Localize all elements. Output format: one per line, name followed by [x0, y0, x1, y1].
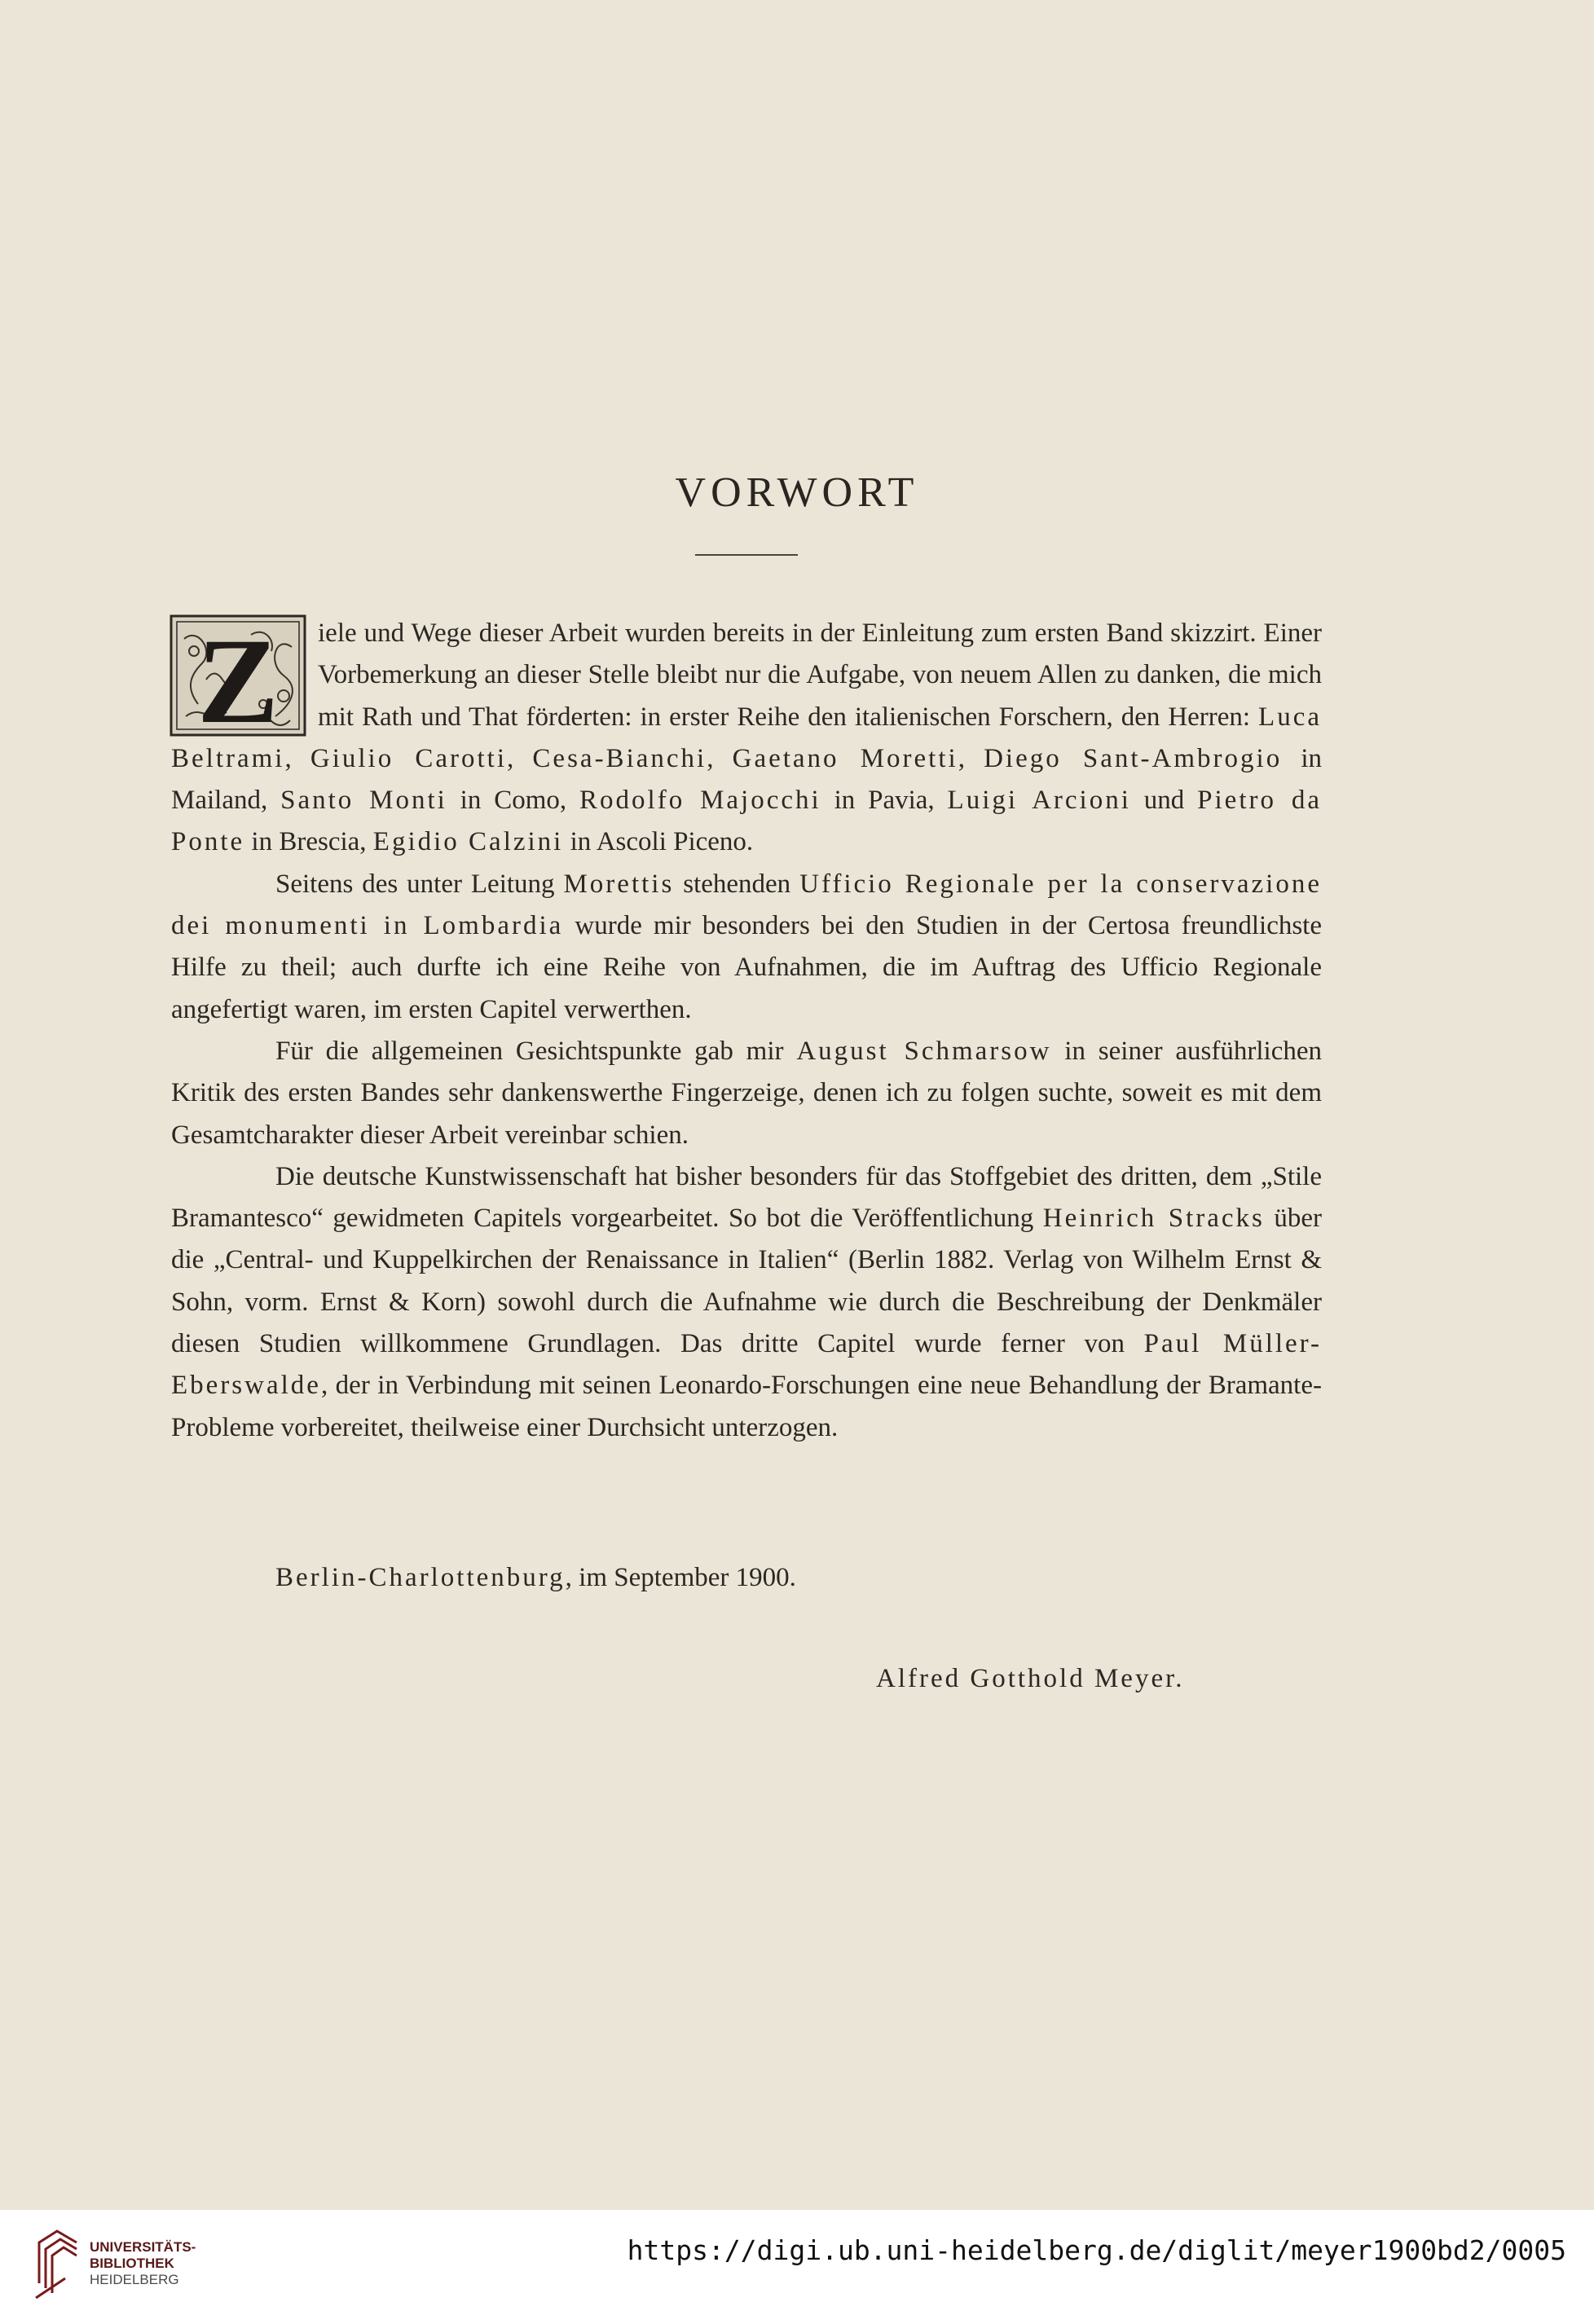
- text-run: iele und Wege dieser Arbeit wurden bereits in der Einleitung zum ersten Band skizzirt. Einer Vorbemerkung an dieser Stelle bleibt nur die Aufgabe, von neuem Allen zu danken, die mich mit Rath und That förderten: in erster Reihe den italienischen Forschern, den Herren:: [318, 618, 1322, 732]
- preface-body: [171, 613, 1322, 1449]
- text-run: in Ascoli Piceno.: [563, 827, 754, 857]
- text-run: Die deutsche Kunstwissenschaft hat bisher besonders für das Stoffgebiet des dritten, dem „Stile Bramantesco“ gewidmeten Capitels vorgearbeitet. So bot die Veröffentlichung: [171, 1161, 1322, 1234]
- spaced-name: Gaetano Moretti: [732, 743, 958, 773]
- library-name-line1: UNIVERSITÄTS-: [90, 2239, 196, 2255]
- text-run: und: [1130, 786, 1198, 816]
- spaced-name: Paul Müller-Eberswalde: [171, 1329, 1322, 1401]
- spaced-name: Diego Sant-Ambrogio: [984, 743, 1283, 773]
- spaced-name: Heinrich Stracks: [1042, 1204, 1265, 1234]
- paragraph: [171, 1031, 1322, 1156]
- paragraph-container: [171, 613, 1322, 1449]
- text-run: in Brescia,: [244, 827, 373, 857]
- text-run: ,: [507, 743, 533, 773]
- spaced-name: Cesa-Bianchi: [532, 743, 707, 773]
- text-run: in Como,: [447, 786, 580, 816]
- text-run: in Mailand,: [171, 743, 1323, 816]
- spaced-name: August Schmarsow: [796, 1036, 1052, 1066]
- text-run: ,: [284, 743, 310, 773]
- text-run: in seiner ausführlichen Kritik des ersten Bandes sehr dankenswerthe Fingerzeige, denen ich zu folgen suchte, soweit es mit dem Gesamtcharakter dieser Arbeit vereinbar schien.: [171, 1036, 1323, 1150]
- title-divider: [695, 554, 798, 556]
- spaced-name: Ufficio Regionale per la conservazione dei monumenti in Lombardia: [171, 869, 1322, 941]
- spaced-name: Rodolfo Majocchi: [579, 786, 821, 816]
- date-place: Berlin-Charlottenburg: [275, 1563, 566, 1592]
- text-run: wurde mir besonders bei den Studien in der Certosa freundlichste Hilfe zu theil; auch durfte ich eine Reihe von Aufnahmen, die im Auftrag des Ufficio Regionale angefertigt waren, im ersten Capitel verwerthen.: [171, 911, 1322, 1024]
- spaced-name: Egidio Calzini: [372, 827, 564, 857]
- spaced-name: Luca Beltrami: [171, 702, 1322, 773]
- source-url-link[interactable]: https://digi.ub.uni-heidelberg.de/diglit/meyer1900bd2/0005: [627, 2234, 1566, 2266]
- text-run: Für die allgemeinen Gesichtspunkte gab mir: [275, 1036, 797, 1066]
- text-run: , der in Verbindung mit seinen Leonardo-Forschungen eine neue Behandlung der Bramante-Probleme vorbereitet, theilweise einer Durchsicht unterzogen.: [171, 1371, 1322, 1442]
- spaced-name: Luigi Arcioni: [947, 786, 1131, 816]
- text-run: ,: [958, 743, 984, 773]
- author-signature: Alfred Gotthold Meyer.: [876, 1664, 1185, 1693]
- date-line: [275, 1563, 796, 1593]
- library-name: [90, 2239, 196, 2288]
- footer-bar: [0, 2210, 1594, 2324]
- library-name-line2: BIBLIOTHEK: [90, 2256, 174, 2271]
- ornamental-initial: [170, 614, 306, 737]
- spaced-name: Morettis: [563, 869, 675, 899]
- spaced-name: Pietro da Ponte: [171, 786, 1322, 857]
- paragraph: [171, 613, 1322, 864]
- page-title: VORWORT: [675, 469, 919, 516]
- library-name-line3: HEIDELBERG: [90, 2272, 179, 2287]
- date-rest: , im September 1900.: [565, 1563, 796, 1592]
- paragraph: [171, 1156, 1322, 1449]
- spaced-name: Santo Monti: [280, 786, 447, 816]
- text-run: in Pavia,: [821, 786, 948, 816]
- text-run: stehenden: [674, 869, 800, 899]
- spaced-name: Giulio Carotti: [310, 743, 508, 773]
- initial-letter: Z: [196, 614, 280, 737]
- text-run: ,: [707, 743, 733, 773]
- paragraph: [171, 864, 1322, 1031]
- library-logo-icon: [33, 2226, 83, 2305]
- text-run: Seitens des unter Leitung: [275, 869, 564, 899]
- text-run: über die „Central- und Kuppelkirchen der Renaissance in Italien“ (Berlin 1882. Verlag von Wilhelm Ernst & Sohn, vorm. Ernst & Korn) sowohl durch die Aufnahme wie durch die Beschreibung der Denkmäler diesen Studien willkommene Grundlagen. Das dritte Capitel wurde ferner von: [171, 1204, 1322, 1359]
